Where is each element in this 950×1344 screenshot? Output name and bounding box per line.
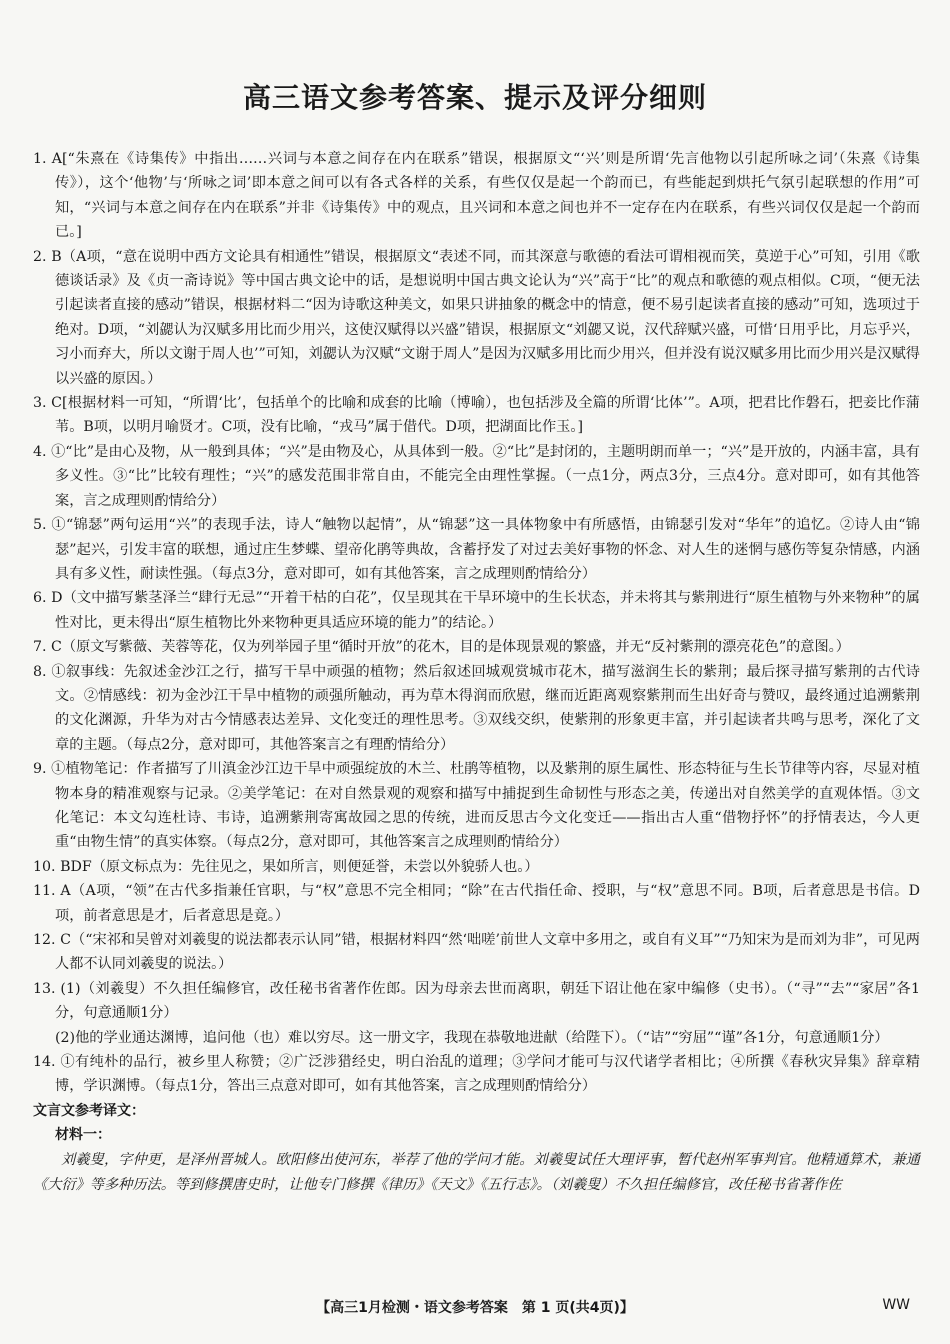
answer-2: 2. B（A项，“意在说明中西方文论具有相通性”错误，根据原文“表述不同，而其深意与歌德的看法可谓相视而笑，莫逆于心”可知，引用《歌德谈话录》及《贞一斋诗说》等中国古典文论中的话，是想说明中国古典文论认为“兴”高于“比”的观点和歌德的观点相似。C项，“便无法引起读者直接的感动”错误，根据材料二“因为诗歌这种美文，如果只讲抽象的概念中的情意，便不易引起读者直接的感动”可知，选项过于绝对。D项，“刘勰认为汉赋多用比而少用兴，这使汉赋得以兴盛”错误，根据原文“刘勰又说，汉代辞赋兴盛，可惜‘日用乎比，月忘乎兴，习小而弃大，所以文谢于周人也’”可知，刘勰认为汉赋“文谢于周人”是因为汉赋多用比而少用兴，但并没有说汉赋多用比而少用兴是汉赋得以兴盛的原因。） xyxy=(33,248,920,387)
answer-12: 12. C（“宋祁和吴曾对刘羲叟的说法都表示认同”错，根据材料四“然‘咄嗟’前世人文章中多用之，或自有义耳”“乃知宋为是而刘为非”，可见两人都不认同刘羲叟的说法。） xyxy=(33,932,920,973)
answer-8: 8. ①叙事线：先叙述金沙江之行，描写干旱中顽强的植物；然后叙述回城观赏城市花木，描写滋润生长的紫荆；最后探寻描写紫荆的古代诗文。②情感线：初为金沙江干旱中植物的顽强所触动，再为草木得润而欣慰，继而近距离观察紫荆而生出好奇与赞叹，最终通过追溯紫荆的文化渊源，升华为对古今情感表达差异、文化变迁的理性思考。③双线交织，使紫荆的形象更丰富，并引起读者共鸣与思考，深化了文章的主题。（每点2分，意对即可，其他答案言之有理酌情给分） xyxy=(33,663,920,753)
answer-7: 7. C（原文写紫薇、芙蓉等花，仅为列举园子里“循时开放”的花木，目的是体现景观的繁盛，并无“反衬紫荆的漂亮花色”的意图。） xyxy=(33,639,850,656)
material-heading: 材料一： xyxy=(55,1127,111,1144)
answer-3: 3. C[根据材料一可知，“所谓‘比’，包括单个的比喻和成套的比喻（博喻），也包括涉及全篇的所谓‘比体’”。A项，把君比作磐石，把妾比作蒲苇。B项，以明月喻贤才。C项，没有比喻，“戎马”属于借代。D项，把湖面比作玉。] xyxy=(33,395,920,436)
page-title: 高三语文参考答案、提示及评分细则 xyxy=(242,81,707,114)
answer-14: 14. ①有纯朴的品行，被乡里人称赞；②广泛涉猎经史，明白治乱的道理；③学问才能可与汉代诸学者相比；④所撰《春秋灾异集》辞章精博，学识渊博。（每点1分，答出三点意对即可，如有其他答案，言之成理则酌情给分） xyxy=(33,1054,920,1095)
answer-1: 1. A[“朱熹在《诗集传》中指出……兴词与本意之间存在内在联系”错误，根据原文“‘兴’则是所谓‘先言他物以引起所咏之词’（朱熹《诗集传》），这个‘他物’与‘所咏之词’即本意之间可以有各式各样的关系，有些仅仅是起一个韵而已，有些能起到烘托气氛引起联想的作用”可知，“兴词与本意之间存在内在联系”并非《诗集传》中的观点，且兴词和本意之间也并不一定存在内在联系，有些兴词仅仅是起一个韵而已。] xyxy=(33,151,920,241)
translation-heading: 文言文参考译文： xyxy=(33,1102,145,1119)
answer-content xyxy=(33,147,920,1198)
answer-13-part-1: 13. (1)（刘羲叟）不久担任编修官，改任秘书省著作佐郎。因为母亲去世而离职，朝廷下诏让他在家中编修（史书）。（“寻”“去”“家居”各1分，句意通顺1分） xyxy=(33,980,920,1022)
answer-9: 9. ①植物笔记：作者描写了川滇金沙江边干旱中顽强绽放的木兰、杜鹃等植物，以及紫荆的原生属性、形态特征与生长节律等内容，尽显对植物本身的精准观察与记录。②美学笔记：在对自然景观的观察和描写中捕捉到生命韧性与形态之美，传递出对自然美学的直观体悟。③文化笔记：本文勾连杜诗、韦诗，追溯紫荆寄寓故园之思的传统，进而反思古今文化变迁——指出古人重“借物抒怀”的抒情表达，今人更重“由物生情”的真实体察。（每点2分，意对即可，其他答案言之成理则酌情给分） xyxy=(33,761,920,851)
page-footer: 【高三1月检测・语文参考答案 第 1 页(共4页)】 xyxy=(316,1300,634,1316)
answer-5: 5. ①“锦瑟”两句运用“兴”的表现手法，诗人“触物以起情”，从“锦瑟”这一具体物象中有所感悟，由锦瑟引发对“华年”的追忆。②诗人由“锦瑟”起兴，引发丰富的联想，通过庄生梦蝶、望帝化鹃等典故，含蓄抒发了对过去美好事物的怀念、对人生的迷惘与感伤等复杂情感，内涵具有多义性，耐读性强。（每点3分，意对即可，如有其他答案，言之成理则酌情给分） xyxy=(33,517,920,582)
footer-code: WW xyxy=(882,1297,910,1313)
answer-4: 4. ①“比”是由心及物，从一般到具体；“兴”是由物及心，从具体到一般。②“比”是封闭的，主题明朗而单一；“兴”是开放的，内涵丰富，具有多义性。③“比”比较有理性；“兴”的感发范围非常自由，不能完全由理性掌握。（一点1分，两点3分，三点4分。意对即可，如有其他答案，言之成理则酌情给分） xyxy=(33,443,920,509)
answer-13-part-2: (2)他的学业通达渊博，追问他（也）难以穷尽。这一册文字，我现在恭敬地进献（给陛下）。（“诘”“穷屈”“谨”各1分，句意通顺1分） xyxy=(55,1029,889,1046)
answer-11: 11. A（A项，“领”在古代多指兼任官职，与“权”意思不完全相同；“除”在古代指任命、授职，与“权”意思不同。B项，后者意思是书信。D项，前者意思是才，后者意思是竟。） xyxy=(33,883,920,924)
answer-10: 10. BDF（原文标点为：先往见之，果如所言，则便延誉，未尝以外貌骄人也。） xyxy=(33,858,539,875)
answer-6: 6. D（文中描写紫茎泽兰“肆行无忌”“开着干枯的白花”，仅呈现其在干旱环境中的生长状态，并未将其与紫荆进行“原生植物与外来物种”的属性对比，更未得出“原生植物比外来物种更具适应环境的能力”的结论。） xyxy=(33,590,920,631)
translation-text: 刘羲叟，字仲更，是泽州晋城人。欧阳修出使河东，举荐了他的学问才能。刘羲叟试任大理评事，暂代赵州军事判官。他精通算术，兼通《大衍》等多种历法。等到修撰唐史时，让他专门修撰《律历》《天文》《五行志》。（刘羲叟）不久担任编修官，改任秘书省著作佐 xyxy=(33,1151,920,1193)
